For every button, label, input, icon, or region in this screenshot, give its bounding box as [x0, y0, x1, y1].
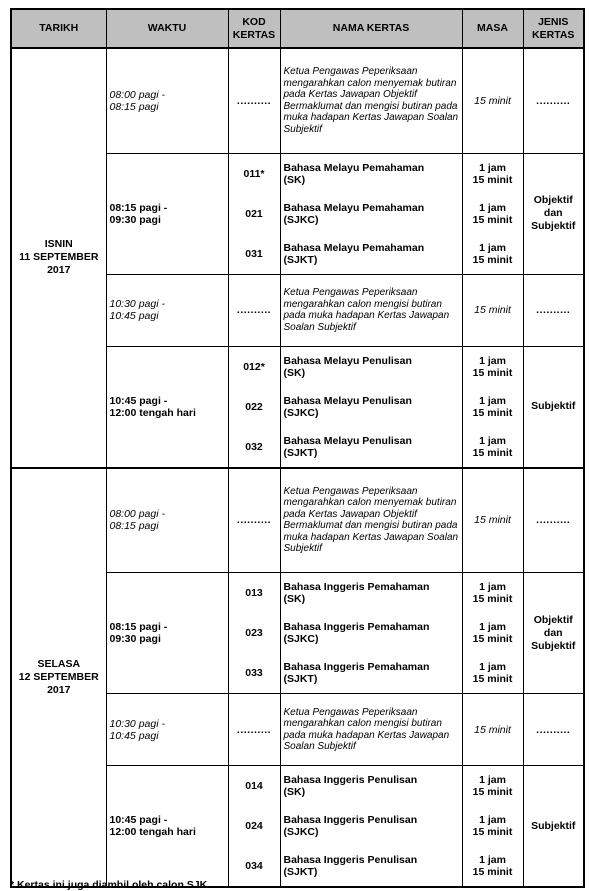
jenis-kertas-cell: Subjektif [523, 346, 584, 468]
header-nama-kertas: NAMA KERTAS [280, 9, 462, 48]
masa-cell [462, 346, 523, 468]
duration-cell: 15 minit [462, 694, 523, 766]
header-row [11, 9, 584, 48]
paper-code: 014 [245, 780, 263, 792]
duration-cell: 15 minit [462, 274, 523, 346]
masa-cell [462, 153, 523, 274]
paper-duration: 1 jam 15 minit [472, 161, 513, 186]
paper-duration: 1 jam 15 minit [472, 814, 513, 838]
paper-name: Bahasa Melayu Pemahaman (SJKC) [283, 201, 425, 226]
kod-kertas-cell [228, 766, 280, 888]
header-jenis-kertas: JENIS KERTAS [523, 9, 584, 48]
briefing-note: Ketua Pengawas Peperiksaan mengarahkan calon mengisi butiran pada muka hadapan Kertas Jawapan Soalan Subjektif [280, 694, 462, 766]
paper-code: 013 [245, 587, 263, 599]
paper-code: 011* [243, 167, 265, 180]
jenis-kertas-cell: Subjektif [523, 766, 584, 888]
time-cell: 08:00 pagi - 08:15 pagi [106, 468, 228, 573]
nama-kertas-cell [280, 346, 462, 468]
time-cell: 08:15 pagi - 09:30 pagi [106, 153, 228, 274]
nama-kertas-cell [280, 766, 462, 888]
paper-duration: 1 jam 15 minit [472, 241, 513, 266]
jenis-placeholder: .......... [523, 694, 584, 766]
paper-duration: 1 jam 15 minit [472, 201, 513, 226]
time-cell: 10:30 pagi - 10:45 pagi [106, 694, 228, 766]
time-cell: 10:30 pagi - 10:45 pagi [106, 274, 228, 346]
paper-name: Bahasa Inggeris Penulisan (SJKC) [283, 814, 418, 838]
kod-placeholder: .......... [228, 468, 280, 573]
kod-kertas-cell [228, 573, 280, 694]
paper-name: Bahasa Melayu Penulisan (SJKC) [283, 394, 412, 419]
paper-name: Bahasa Inggeris Pemahaman (SJKC) [283, 621, 430, 645]
date-cell: SELASA 12 SEPTEMBER 2017 [11, 468, 106, 888]
jenis-placeholder: .......... [523, 48, 584, 153]
paper-duration: 1 jam 15 minit [472, 354, 513, 379]
kod-kertas-cell [228, 153, 280, 274]
paper-name: Bahasa Inggeris Pemahaman (SK) [283, 581, 430, 605]
time-cell: 08:00 pagi - 08:15 pagi [106, 48, 228, 153]
header-tarikh: TARIKH [11, 9, 106, 48]
paper-code: 024 [245, 820, 263, 832]
paper-code: 031 [245, 247, 263, 260]
paper-duration: 1 jam 15 minit [472, 434, 513, 459]
jenis-kertas-cell: Objektif dan Subjektif [523, 153, 584, 274]
masa-cell [462, 766, 523, 888]
nama-kertas-cell [280, 153, 462, 274]
briefing-note: Ketua Pengawas Peperiksaan mengarahkan calon mengisi butiran pada muka hadapan Kertas Jawapan Soalan Subjektif [280, 274, 462, 346]
duration-cell: 15 minit [462, 48, 523, 153]
schedule-row-briefing [11, 48, 584, 153]
time-cell: 08:15 pagi - 09:30 pagi [106, 573, 228, 694]
schedule-row-briefing [11, 468, 584, 573]
masa-cell [462, 573, 523, 694]
footnote: * Kertas ini juga diambil oleh calon SJK [10, 879, 208, 891]
jenis-placeholder: .......... [523, 274, 584, 346]
paper-code: 032 [245, 440, 263, 453]
date-cell: ISNIN 11 SEPTEMBER 2017 [11, 48, 106, 468]
kod-placeholder: .......... [228, 48, 280, 153]
paper-name: Bahasa Melayu Pemahaman (SJKT) [283, 241, 425, 266]
kod-placeholder: .......... [228, 274, 280, 346]
paper-duration: 1 jam 15 minit [472, 661, 513, 685]
paper-code: 021 [245, 207, 263, 220]
paper-code: 022 [245, 400, 263, 413]
briefing-note: Ketua Pengawas Peperiksaan mengarahkan calon menyemak butiran pada Kertas Jawapan Objektif Bermaklumat dan mengisi butiran pada muka hadapan Kertas Jawapan Soalan Subjektif [280, 468, 462, 573]
paper-duration: 1 jam 15 minit [472, 854, 513, 878]
paper-duration: 1 jam 15 minit [472, 394, 513, 419]
paper-duration: 1 jam 15 minit [472, 774, 513, 798]
nama-kertas-cell [280, 573, 462, 694]
jenis-kertas-cell: Objektif dan Subjektif [523, 573, 584, 694]
paper-code: 012* [243, 360, 265, 373]
paper-duration: 1 jam 15 minit [472, 621, 513, 645]
paper-name: Bahasa Inggeris Penulisan (SJKT) [283, 854, 418, 878]
header-masa: MASA [462, 9, 523, 48]
paper-name: Bahasa Inggeris Pemahaman (SJKT) [283, 661, 430, 685]
jenis-placeholder: .......... [523, 468, 584, 573]
paper-duration: 1 jam 15 minit [472, 581, 513, 605]
header-kod-kertas: KOD KERTAS [228, 9, 280, 48]
paper-code: 034 [245, 860, 263, 872]
paper-code: 033 [245, 667, 263, 679]
paper-code: 023 [245, 627, 263, 639]
kod-placeholder: .......... [228, 694, 280, 766]
header-waktu: WAKTU [106, 9, 228, 48]
paper-name: Bahasa Melayu Penulisan (SJKT) [283, 434, 412, 459]
time-cell: 10:45 pagi - 12:00 tengah hari [106, 346, 228, 468]
exam-schedule-table [10, 8, 585, 888]
paper-name: Bahasa Inggeris Penulisan (SK) [283, 774, 418, 798]
briefing-note: Ketua Pengawas Peperiksaan mengarahkan calon menyemak butiran pada Kertas Jawapan Objektif Bermaklumat dan mengisi butiran pada muka hadapan Kertas Jawapan Soalan Subjektif [280, 48, 462, 153]
paper-name: Bahasa Melayu Pemahaman (SK) [283, 161, 425, 186]
time-cell: 10:45 pagi - 12:00 tengah hari [106, 766, 228, 888]
paper-name: Bahasa Melayu Penulisan (SK) [283, 354, 412, 379]
duration-cell: 15 minit [462, 468, 523, 573]
kod-kertas-cell [228, 346, 280, 468]
